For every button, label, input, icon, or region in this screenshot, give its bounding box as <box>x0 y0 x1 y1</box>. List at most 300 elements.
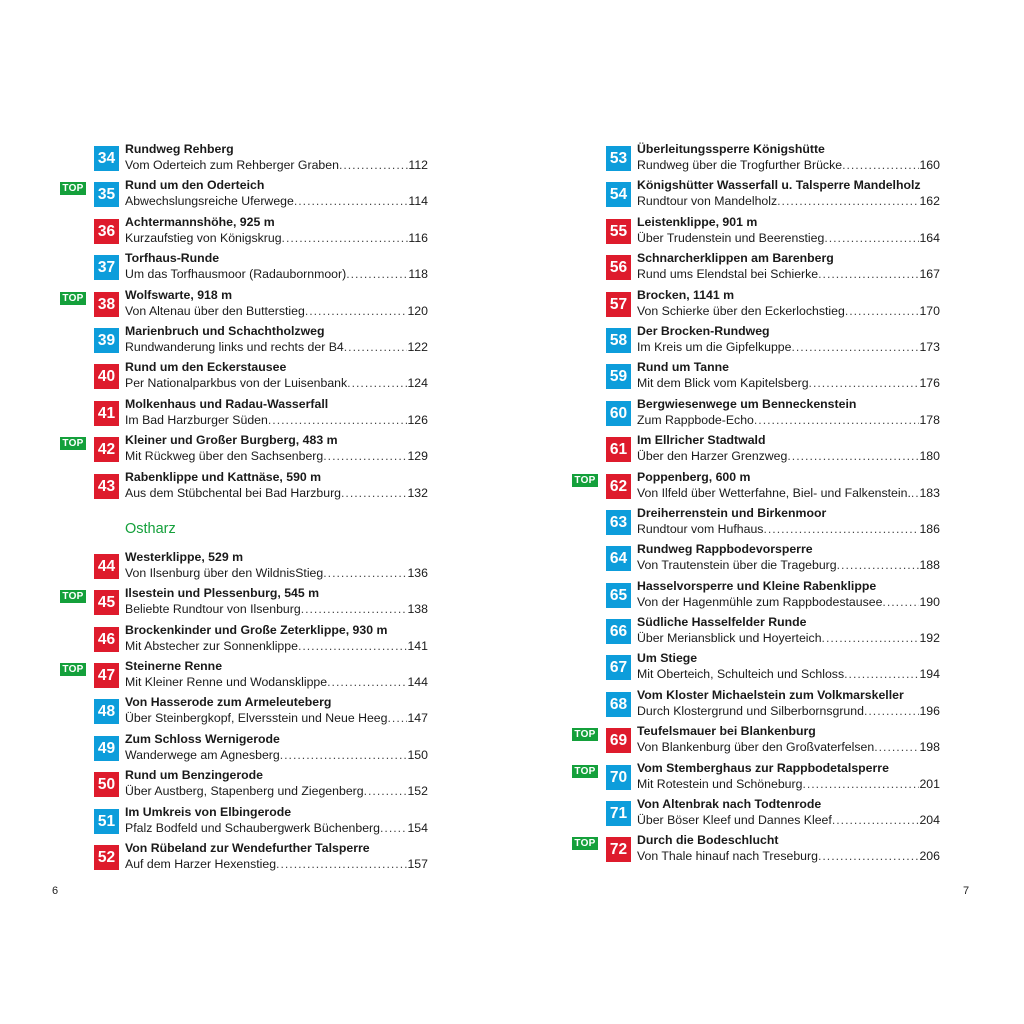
entry-text <box>637 360 940 391</box>
entry-subtitle: Von Ilsenburg über den WildnisStieg <box>125 565 324 580</box>
dot-leader <box>818 849 920 864</box>
top-badge: TOP <box>572 837 598 850</box>
dot-leader <box>339 158 408 173</box>
toc-entry[interactable] <box>60 397 428 433</box>
entry-text <box>125 659 428 690</box>
entry-subtitle: Zum Rappbode-Echo <box>637 412 754 427</box>
entry-subtitle-line <box>637 158 940 173</box>
toc-list-westharz <box>60 142 428 506</box>
toc-entry[interactable] <box>572 142 940 178</box>
entry-title: Poppenberg, 600 m <box>637 469 751 484</box>
entry-text <box>637 251 940 282</box>
tour-number-badge: 58 <box>606 328 631 353</box>
entry-page-number: 118 <box>408 267 428 282</box>
page-number-right: 7 <box>963 885 970 897</box>
entry-text <box>125 470 428 501</box>
entry-text <box>637 579 940 610</box>
toc-entry[interactable] <box>572 288 940 324</box>
entry-page-number: 196 <box>919 703 940 718</box>
top-badge: TOP <box>60 437 86 450</box>
top-badge: TOP <box>572 474 598 487</box>
dot-leader <box>818 267 919 282</box>
entry-subtitle-line <box>125 376 428 391</box>
entry-title: Rund um den Eckerstausee <box>125 360 287 375</box>
entry-subtitle-line <box>125 821 428 836</box>
tour-number-badge: 60 <box>606 401 631 426</box>
entry-page-number: 178 <box>919 412 940 427</box>
dot-leader <box>824 231 919 246</box>
tour-number-badge: 63 <box>606 510 631 535</box>
entry-page-number: 122 <box>407 339 428 354</box>
entry-text <box>125 178 428 209</box>
entry-text <box>125 324 428 355</box>
tour-number-badge: 36 <box>94 219 119 244</box>
top-badge: TOP <box>60 590 86 603</box>
entry-title: Im Umkreis von Elbingerode <box>125 804 292 819</box>
entry-subtitle: Kurzaufstieg von Königskrug <box>125 230 282 245</box>
tour-number-badge: 70 <box>606 765 631 790</box>
toc-entry[interactable] <box>572 615 940 651</box>
tour-number-badge: 35 <box>94 182 119 207</box>
entry-title: Rabenklippe und Kattnäse, 590 m <box>125 469 322 484</box>
entry-text <box>125 695 428 726</box>
entry-title: Um Stiege <box>637 651 698 666</box>
dot-leader <box>388 711 408 726</box>
tour-number-badge: 56 <box>606 255 631 280</box>
entry-page-number: 126 <box>407 412 428 427</box>
tour-number-badge: 48 <box>94 699 119 724</box>
entry-text <box>125 397 428 428</box>
entry-subtitle-line <box>125 711 428 726</box>
entry-text <box>637 288 940 319</box>
entry-title: Marienbruch und Schachtholzweg <box>125 323 325 338</box>
entry-title: Vom Kloster Michaelstein zum Volkmarskeller <box>637 687 904 702</box>
entry-page-number: 173 <box>919 339 940 354</box>
tour-number-badge: 44 <box>94 554 119 579</box>
entry-title: Steinerne Renne <box>125 659 223 674</box>
entry-subtitle-line <box>125 304 428 319</box>
entry-subtitle-line <box>637 777 940 792</box>
dot-leader <box>305 304 408 319</box>
entry-page-number: 167 <box>919 267 940 282</box>
entry-title: Ilsestein und Plessenburg, 545 m <box>125 586 320 601</box>
entry-title: Brockenkinder und Große Zeterklippe, 930 m <box>125 622 388 637</box>
toc-entry[interactable] <box>60 178 428 214</box>
entry-title: Südliche Hasselfelder Runde <box>637 615 807 630</box>
dot-leader <box>763 522 919 537</box>
entry-title: Von Altenbrak nach Todtenrode <box>637 797 822 812</box>
top-badge: TOP <box>60 292 86 305</box>
entry-text <box>637 470 940 501</box>
tour-number-badge: 55 <box>606 219 631 244</box>
toc-entry[interactable] <box>572 724 940 760</box>
entry-subtitle-line <box>125 413 428 428</box>
tour-number-badge: 45 <box>94 590 119 615</box>
entry-title: Dreiherrenstein und Birkenmoor <box>637 505 827 520</box>
toc-entry[interactable] <box>572 506 940 542</box>
entry-text <box>125 805 428 836</box>
toc-entry[interactable] <box>60 732 428 768</box>
toc-entry[interactable] <box>572 251 940 287</box>
tour-number-badge: 41 <box>94 401 119 426</box>
dot-leader <box>882 595 919 610</box>
tour-number-badge: 38 <box>94 292 119 317</box>
entry-title: Brocken, 1141 m <box>637 287 735 302</box>
dot-leader <box>842 158 919 173</box>
entry-subtitle-line <box>125 158 428 173</box>
entry-subtitle: Im Bad Harzburger Süden <box>125 412 268 427</box>
dot-leader <box>864 704 920 719</box>
entry-subtitle: Über Böser Kleef und Dannes Kleef <box>637 813 832 828</box>
entry-text <box>637 142 940 173</box>
entry-text <box>637 324 940 355</box>
entry-title: Teufelsmauer bei Blankenburg <box>637 724 816 739</box>
toc-entry[interactable] <box>60 768 428 804</box>
entry-subtitle-line <box>637 340 940 355</box>
entry-page-number: 112 <box>408 158 428 172</box>
entry-subtitle: Mit Kleiner Renne und Wodansklippe <box>125 675 328 690</box>
entry-subtitle: Rundtour vom Hufhaus <box>637 521 764 536</box>
entry-subtitle: Über den Harzer Grenzweg <box>637 449 788 464</box>
entry-subtitle: Auf dem Harzer Hexenstieg <box>125 857 277 872</box>
entry-subtitle-line <box>637 449 940 464</box>
dot-leader <box>364 784 408 799</box>
tour-number-badge: 54 <box>606 182 631 207</box>
entry-subtitle-line <box>637 631 940 646</box>
tour-number-badge: 51 <box>94 809 119 834</box>
toc-entry[interactable] <box>572 579 940 615</box>
entry-page-number: 147 <box>407 711 428 726</box>
dot-leader <box>327 675 407 690</box>
dot-leader <box>268 413 408 428</box>
toc-entry[interactable] <box>572 542 940 578</box>
toc-entry[interactable] <box>60 433 428 469</box>
entry-subtitle-line <box>637 558 940 573</box>
entry-subtitle-line <box>125 675 428 690</box>
tour-number-badge: 43 <box>94 474 119 499</box>
entry-subtitle: Von Schierke über den Eckerlochstieg <box>637 303 845 318</box>
toc-entry[interactable] <box>60 470 428 506</box>
entry-subtitle: Rundwanderung links und rechts der B4 <box>125 339 344 354</box>
toc-entry[interactable] <box>572 324 940 360</box>
dot-leader <box>802 777 919 792</box>
toc-entry[interactable] <box>60 360 428 396</box>
toc-entry[interactable] <box>60 251 428 287</box>
entry-page-number: 201 <box>919 776 940 791</box>
toc-entry[interactable] <box>60 142 428 178</box>
entry-page-number: 157 <box>407 857 428 872</box>
entry-title: Bergwiesenwege um Benneckenstein <box>637 396 857 411</box>
entry-text <box>125 215 428 246</box>
entry-subtitle: Im Kreis um die Gipfelkuppe <box>637 339 792 354</box>
entry-title: Kleiner und Großer Burgberg, 483 m <box>125 433 338 448</box>
entry-subtitle: Aus dem Stübchental bei Bad Harzburg <box>125 485 342 500</box>
entry-subtitle-line <box>637 522 940 537</box>
tour-number-badge: 49 <box>94 736 119 761</box>
entry-page-number: 190 <box>919 594 940 609</box>
entry-title: Königshütter Wasserfall u. Talsperre Mandelholz <box>637 178 921 193</box>
entry-title: Torfhaus-Runde <box>125 251 220 266</box>
toc-list-right <box>572 142 940 870</box>
entry-title: Überleitungssperre Königshütte <box>637 142 825 156</box>
dot-leader <box>844 667 919 682</box>
right-toc-column <box>572 142 940 870</box>
entry-page-number: 192 <box>919 631 940 646</box>
entry-subtitle: Wanderwege am Agnesberg <box>125 747 280 762</box>
toc-entry[interactable] <box>572 433 940 469</box>
entry-subtitle: Mit Oberteich, Schulteich und Schloss <box>637 667 845 682</box>
dot-leader <box>874 740 919 755</box>
entry-title: Achtermannshöhe, 925 m <box>125 214 275 229</box>
tour-number-badge: 47 <box>94 663 119 688</box>
toc-entry[interactable] <box>60 841 428 877</box>
dot-leader <box>832 813 920 828</box>
entry-page-number: 170 <box>919 303 940 318</box>
entry-subtitle-line <box>125 784 428 799</box>
entry-text <box>125 732 428 763</box>
entry-text <box>125 251 428 282</box>
dot-leader <box>754 413 920 428</box>
entry-subtitle: Von der Hagenmühle zum Rappbodestausee <box>637 594 883 609</box>
entry-subtitle-line <box>125 449 428 464</box>
entry-subtitle-line <box>125 602 428 617</box>
tour-number-badge: 61 <box>606 437 631 462</box>
left-toc-column <box>60 142 428 877</box>
entry-page-number: 136 <box>407 565 428 580</box>
toc-entry[interactable] <box>572 470 940 506</box>
entry-subtitle: Um das Torfhausmoor (Radaubornmoor) <box>125 267 347 282</box>
entry-text <box>637 178 940 209</box>
entry-page-number: 183 <box>919 485 940 500</box>
entry-page-number: 204 <box>919 813 940 828</box>
tour-number-badge: 64 <box>606 546 631 571</box>
entry-page-number: 198 <box>919 740 940 755</box>
dot-leader <box>380 821 407 836</box>
toc-entry[interactable] <box>60 586 428 622</box>
tour-number-badge: 34 <box>94 146 119 171</box>
tour-number-badge: 37 <box>94 255 119 280</box>
entry-title: Rundweg Rappbodevorsperre <box>637 542 813 557</box>
entry-subtitle: Durch Klostergrund und Silberbornsgrund <box>637 703 864 718</box>
section-heading-ostharz: Ostharz <box>125 520 176 537</box>
toc-entry[interactable] <box>572 761 940 797</box>
entry-title: Westerklippe, 529 m <box>125 549 244 564</box>
toc-entry[interactable] <box>60 324 428 360</box>
entry-page-number: 160 <box>919 158 940 172</box>
entry-page-number: 141 <box>407 638 428 653</box>
entry-text <box>637 542 940 573</box>
tour-number-badge: 39 <box>94 328 119 353</box>
dot-leader <box>346 267 408 282</box>
entry-subtitle: Mit Rotestein und Schöneburg <box>637 776 803 791</box>
entry-page-number: 114 <box>408 194 428 209</box>
dot-leader <box>280 748 408 763</box>
entry-text <box>637 724 940 755</box>
entry-page-number: 152 <box>407 784 428 799</box>
entry-title: Vom Stemberghaus zur Rappbodetalsperre <box>637 760 889 775</box>
dot-leader <box>301 602 408 617</box>
entry-title: Im Ellricher Stadtwald <box>637 433 766 448</box>
toc-entry[interactable] <box>572 833 940 869</box>
dot-leader <box>347 376 407 391</box>
entry-subtitle-line <box>637 413 940 428</box>
dot-leader <box>791 340 919 355</box>
entry-title: Der Brocken-Rundweg <box>637 323 770 338</box>
dot-leader <box>777 194 919 209</box>
dot-leader <box>294 194 409 209</box>
entry-subtitle: Mit Abstecher zur Sonnenklippe <box>125 638 298 653</box>
entry-page-number: 129 <box>407 449 428 464</box>
entry-subtitle-line <box>637 740 940 755</box>
toc-entry[interactable] <box>60 623 428 659</box>
toc-entry[interactable] <box>572 688 940 724</box>
entry-subtitle-line <box>125 486 428 501</box>
entry-title: Zum Schloss Wernigerode <box>125 731 280 746</box>
toc-entry[interactable] <box>572 215 940 251</box>
entry-subtitle-line <box>637 304 940 319</box>
entry-text <box>637 761 940 792</box>
entry-page-number: 120 <box>407 303 428 318</box>
entry-subtitle: Von Altenau über den Butterstieg <box>125 303 305 318</box>
entry-title: Rund um den Oderteich <box>125 178 265 193</box>
entry-subtitle: Über Austberg, Stapenberg und Ziegenberg <box>125 784 364 799</box>
entry-text <box>637 615 940 646</box>
toc-entry[interactable] <box>572 651 940 687</box>
entry-text <box>125 841 428 872</box>
entry-subtitle-line <box>637 704 940 719</box>
entry-page-number: 144 <box>407 675 428 690</box>
entry-text <box>125 360 428 391</box>
toc-entry[interactable] <box>60 695 428 731</box>
entry-text <box>637 433 940 464</box>
tour-number-badge: 52 <box>94 845 119 870</box>
toc-entry[interactable] <box>60 550 428 586</box>
entry-subtitle: Pfalz Bodfeld und Schaubergwerk Büchenberg <box>125 820 380 835</box>
tour-number-badge: 71 <box>606 801 631 826</box>
tour-number-badge: 59 <box>606 364 631 389</box>
tour-number-badge: 40 <box>94 364 119 389</box>
entry-subtitle-line <box>125 231 428 246</box>
entry-subtitle: Über Steinbergkopf, Elversstein und Neue Heeg <box>125 711 388 726</box>
entry-subtitle: Rundweg über die Trogfurther Brücke <box>637 158 843 172</box>
entry-subtitle-line <box>125 194 428 209</box>
entry-title: Rund um Tanne <box>637 360 729 375</box>
toc-list-ostharz <box>60 550 428 878</box>
dot-leader <box>845 304 920 319</box>
entry-subtitle-line <box>125 566 428 581</box>
entry-subtitle-line <box>125 748 428 763</box>
dot-leader <box>323 566 407 581</box>
entry-subtitle: Rund ums Elendstal bei Schierke <box>637 267 819 282</box>
entry-title: Von Rübeland zur Wendefurther Talsperre <box>125 841 370 856</box>
entry-text <box>125 586 428 617</box>
entry-subtitle-line <box>637 486 940 501</box>
entry-page-number: 116 <box>408 230 428 245</box>
tour-number-badge: 53 <box>606 146 631 171</box>
toc-entry[interactable] <box>572 360 940 396</box>
toc-entry[interactable] <box>572 178 940 214</box>
entry-text <box>637 215 940 246</box>
toc-entry[interactable] <box>60 805 428 841</box>
entry-subtitle: Von Trautenstein über die Trageburg <box>637 558 837 573</box>
entry-page-number: 154 <box>407 820 428 835</box>
entry-subtitle-line <box>637 231 940 246</box>
dot-leader <box>911 486 920 501</box>
entry-subtitle: Mit Rückweg über den Sachsenberg <box>125 449 324 464</box>
entry-title: Schnarcherklippen am Barenberg <box>637 251 834 266</box>
entry-page-number: 194 <box>919 667 940 682</box>
entry-subtitle: Rundtour von Mandelholz <box>637 194 778 209</box>
entry-page-number: 176 <box>919 376 940 391</box>
dot-leader <box>344 340 408 355</box>
tour-number-badge: 65 <box>606 583 631 608</box>
tour-number-badge: 68 <box>606 692 631 717</box>
dot-leader <box>787 449 919 464</box>
entry-page-number: 206 <box>919 849 940 864</box>
entry-subtitle-line <box>637 813 940 828</box>
entry-title: Molkenhaus und Radau-Wasserfall <box>125 396 329 411</box>
toc-entry[interactable] <box>60 288 428 324</box>
entry-page-number: 164 <box>919 230 940 245</box>
entry-text <box>637 688 940 719</box>
entry-subtitle: Über Trudenstein und Beerenstieg <box>637 230 825 245</box>
toc-entry[interactable] <box>60 215 428 251</box>
page-number-left: 6 <box>52 885 59 897</box>
entry-page-number: 132 <box>407 485 428 500</box>
entry-subtitle-line <box>125 340 428 355</box>
entry-text <box>125 623 428 654</box>
tour-number-badge: 42 <box>94 437 119 462</box>
entry-subtitle-line <box>637 194 940 209</box>
entry-subtitle-line <box>637 595 940 610</box>
entry-page-number: 186 <box>919 521 940 536</box>
entry-title: Durch die Bodeschlucht <box>637 833 779 848</box>
entry-subtitle: Per Nationalparkbus von der Luisenbank <box>125 376 348 391</box>
top-badge: TOP <box>60 182 86 195</box>
entry-subtitle: Von Thale hinauf nach Treseburg <box>637 849 818 864</box>
entry-text <box>637 833 940 864</box>
entry-subtitle: Von Blankenburg über den Großvaterfelsen <box>637 740 875 755</box>
entry-subtitle: Über Meriansblick und Hoyerteich <box>637 631 822 646</box>
entry-subtitle-line <box>637 376 940 391</box>
entry-page-number: 138 <box>407 602 428 617</box>
toc-entry[interactable] <box>572 797 940 833</box>
entry-text <box>125 288 428 319</box>
entry-text <box>125 433 428 464</box>
entry-text <box>125 768 428 799</box>
entry-text <box>637 397 940 428</box>
entry-title: Leistenklippe, 901 m <box>637 214 758 229</box>
dot-leader <box>341 486 407 501</box>
top-badge: TOP <box>572 765 598 778</box>
toc-entry[interactable] <box>60 659 428 695</box>
entry-title: Rund um Benzingerode <box>125 768 263 783</box>
entry-subtitle: Von Ilfeld über Wetterfahne, Biel- und Falkenstein. <box>637 485 911 500</box>
dot-leader <box>822 631 920 646</box>
entry-title: Wolfswarte, 918 m <box>125 287 233 302</box>
entry-page-number: 162 <box>919 194 940 209</box>
dot-leader <box>809 376 920 391</box>
toc-entry[interactable] <box>572 397 940 433</box>
top-badge: TOP <box>60 663 86 676</box>
entry-title: Von Hasserode zum Armeleuteberg <box>125 695 332 710</box>
dot-leader <box>276 857 407 872</box>
dot-leader <box>323 449 407 464</box>
top-badge: TOP <box>572 728 598 741</box>
entry-text <box>637 506 940 537</box>
entry-title: Hasselvorsperre und Kleine Rabenklippe <box>637 578 877 593</box>
entry-subtitle-line <box>637 667 940 682</box>
